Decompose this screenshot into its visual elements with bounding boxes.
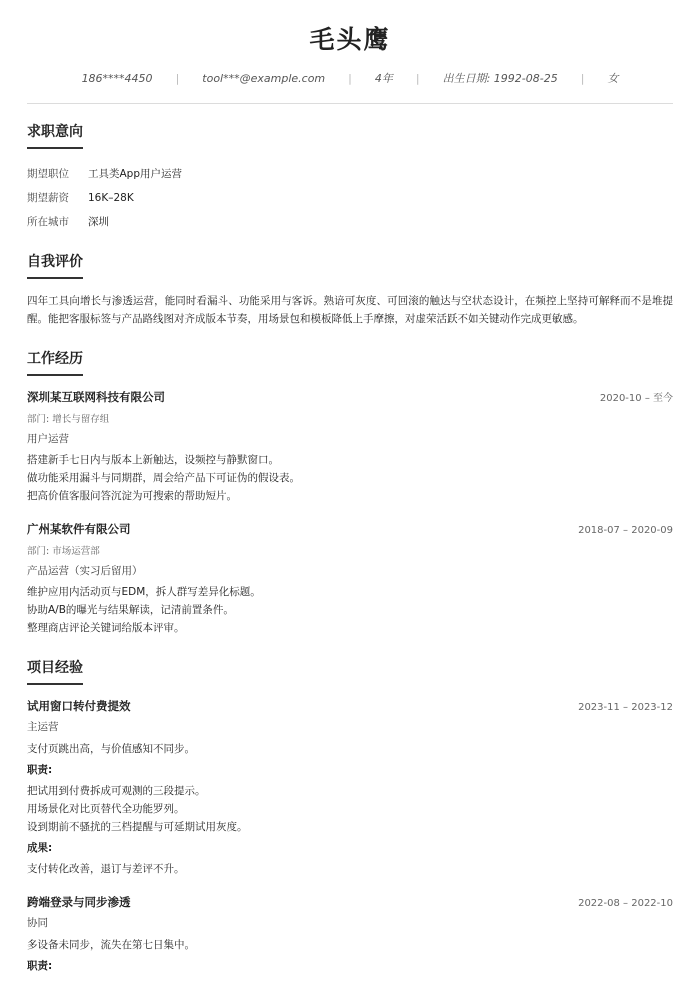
department: 部门: 市场运营部 <box>27 546 100 557</box>
resume-header <box>0 0 700 86</box>
company-name: 广州某软件有限公司 <box>27 522 131 536</box>
intent-label: 所在城市 <box>27 216 69 228</box>
separator: | <box>415 71 420 85</box>
results-label: 成果: <box>27 842 53 854</box>
intent-row-city <box>27 216 673 228</box>
section-job-intent <box>27 104 673 228</box>
project-entry-header <box>27 698 673 714</box>
work-bullet: 搭建新手七日内与版本上新触达，设频控与静默窗口。 <box>27 454 279 466</box>
department: 部门: 增长与留存组 <box>27 414 110 425</box>
work-bullet: 做功能采用漏斗与同期群，周会给产品下可证伪的假设表。 <box>27 472 300 484</box>
project-name: 试用窗口转付费提效 <box>27 699 131 713</box>
job-title: 用户运营 <box>27 433 69 445</box>
self-evaluation-text: 四年工具向增长与渗透运营，能同时看漏斗、功能采用与客诉。熟谙可灰度、可回滚的触达与空状态设计，在频控上坚持可解释而不是堆提醒。能把客服标签与产品路线图对齐成版本节奏，用场景包和模板降低上手摩擦，对虚荣活跃不如关键动作完成更敏感。 <box>27 295 673 325</box>
project-entry <box>27 894 673 973</box>
intent-row-position <box>27 168 673 180</box>
project-description: 支付页跳出高，与价值感知不同步。 <box>27 743 195 755</box>
company-name: 深圳某互联网科技有限公司 <box>27 390 165 404</box>
work-bullet: 整理商店评论关键词给版本评审。 <box>27 622 185 634</box>
gender: 女 <box>607 72 619 85</box>
project-duty: 用场景化对比页替代全功能罗列。 <box>27 803 185 815</box>
work-bullet: 把高价值客服问答沉淀为可搜索的帮助短片。 <box>27 490 237 502</box>
separator: | <box>175 71 180 85</box>
section-self-evaluation <box>27 228 673 328</box>
work-entry <box>27 521 673 637</box>
project-entry <box>27 698 673 878</box>
intent-value: 深圳 <box>88 216 109 228</box>
candidate-name: 毛头鹰 <box>309 25 391 54</box>
project-date: 2023-11 – 2023-12 <box>578 702 673 713</box>
project-name: 跨端登录与同步渗透 <box>27 895 131 909</box>
project-role: 协同 <box>27 917 48 929</box>
work-bullet: 协助A/B的曝光与结果解读，记清前置条件。 <box>27 604 234 616</box>
duties-label: 职责: <box>27 960 53 972</box>
intent-label: 期望薪资 <box>27 192 69 204</box>
duties-label: 职责: <box>27 764 53 776</box>
work-date: 2018-07 – 2020-09 <box>578 525 673 536</box>
work-entry <box>27 389 673 505</box>
section-title-self-evaluation: 自我评价 <box>27 253 83 279</box>
project-result: 支付转化改善，退订与差评不升。 <box>27 863 185 875</box>
separator: | <box>348 71 352 85</box>
intent-label: 期望职位 <box>27 168 69 180</box>
contact-bar <box>0 70 700 86</box>
project-entry-header <box>27 894 673 910</box>
work-entry-header <box>27 389 673 405</box>
section-projects <box>27 637 673 973</box>
intent-row-salary <box>27 192 673 204</box>
work-date: 2020-10 – 至今 <box>599 393 673 404</box>
section-title-work: 工作经历 <box>27 350 83 376</box>
project-role: 主运营 <box>27 721 59 733</box>
phone: 186****4450 <box>81 71 153 85</box>
project-description: 多设备未同步，流失在第七日集中。 <box>27 939 195 951</box>
work-bullets <box>27 451 673 505</box>
project-duty: 把试用到付费拆成可观测的三段提示。 <box>27 785 206 797</box>
section-work-experience <box>27 328 673 637</box>
work-entry-header <box>27 521 673 537</box>
birth-date: 出生日期: 1992-08-25 <box>442 72 558 85</box>
separator: | <box>580 71 585 85</box>
work-bullets <box>27 583 673 637</box>
project-duty: 设到期前不骚扰的三档提醒与可延期试用灰度。 <box>27 821 248 833</box>
section-title-job-intent: 求职意向 <box>27 123 83 149</box>
job-title: 产品运营（实习后留用） <box>27 565 143 577</box>
intent-value: 工具类App用户运营 <box>88 168 183 180</box>
work-bullet: 维护应用内活动页与EDM，拆人群写差异化标题。 <box>27 586 261 598</box>
years-experience: 4年 <box>374 72 393 85</box>
project-duties <box>27 782 673 836</box>
intent-value: 16K–28K <box>88 192 134 204</box>
project-date: 2022-08 – 2022-10 <box>578 898 673 909</box>
email: tool***@example.com <box>202 71 326 85</box>
section-title-projects: 项目经验 <box>27 659 83 685</box>
